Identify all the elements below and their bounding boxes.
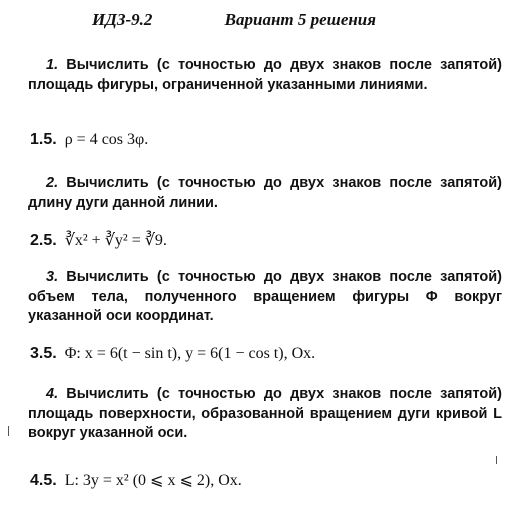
task-3-statement <box>28 268 502 327</box>
problem-2-5 <box>30 230 167 250</box>
task-1-number: 1. <box>46 57 59 73</box>
assignment-code: ИДЗ-9.2 <box>92 10 153 29</box>
task-1-text: Вычислить (с точностью до двух знаков после запятой) площадь фигуры, ограниченной указанными линиями. <box>28 57 502 93</box>
problem-3-5 <box>30 345 315 363</box>
task-3-number: 3. <box>46 269 59 285</box>
problem-1-5 <box>30 131 148 149</box>
problem-4-5-number: 4.5. <box>30 472 57 489</box>
task-4-text: Вычислить (с точностью до двух знаков после запятой) площадь поверхности, образованной вращением дуги кривой L вокруг указанной оси. <box>28 386 502 441</box>
task-1-statement <box>28 56 502 95</box>
task-3-text: Вычислить (с точностью до двух знаков после запятой) объем тела, полученного вращением фигуры Φ вокруг указанной оси координат. <box>28 269 502 324</box>
task-2-text: Вычислить (с точностью до двух знаков после запятой) длину дуги данной линии. <box>28 175 502 211</box>
document-header <box>92 10 376 30</box>
problem-2-5-number: 2.5. <box>30 232 57 249</box>
problem-1-5-number: 1.5. <box>30 131 57 148</box>
variant-title: Вариант 5 решения <box>224 10 377 29</box>
scan-artifact-left <box>8 426 9 436</box>
task-2-number: 2. <box>46 175 59 191</box>
problem-4-5 <box>30 470 242 490</box>
problem-3-5-number: 3.5. <box>30 345 57 362</box>
task-2-statement <box>28 174 502 213</box>
problem-1-5-formula: ρ = 4 cos 3φ. <box>64 131 149 148</box>
problem-4-5-formula: L: 3y = x² (0 ⩽ x ⩽ 2), Ox. <box>64 472 242 489</box>
scan-artifact-right <box>496 456 497 464</box>
task-4-number: 4. <box>46 386 59 402</box>
problem-2-5-formula: ∛x² + ∛y² = ∛9. <box>64 232 167 249</box>
task-4-statement <box>28 385 502 444</box>
problem-3-5-formula: Φ: x = 6(t − sin t), y = 6(1 − cos t), Ox. <box>64 345 316 362</box>
